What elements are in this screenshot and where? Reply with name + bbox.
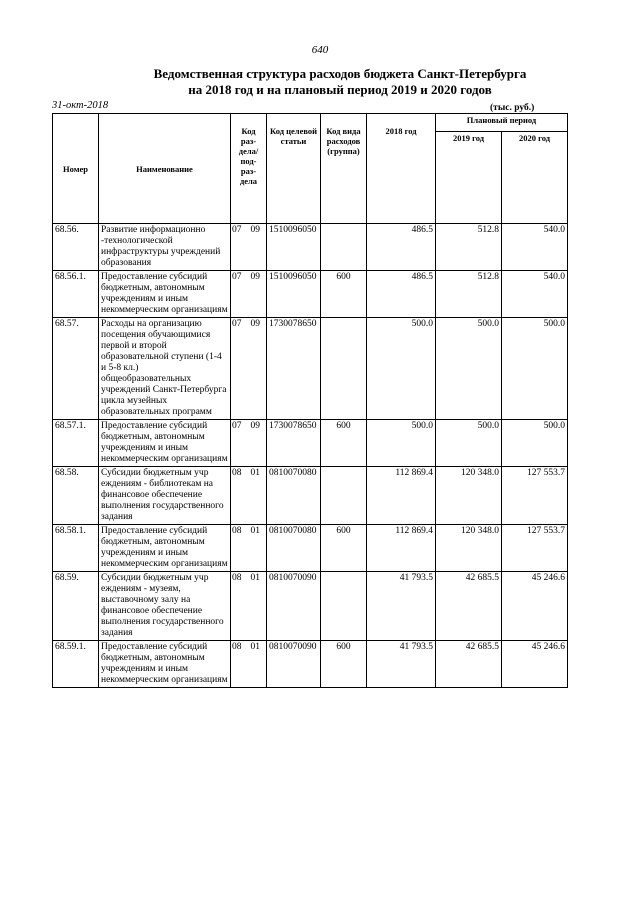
row-name: Предоставление субсидий бюджетным, автономным учреждениям и иным некоммерческим организациям (99, 420, 231, 467)
row-name: Субсидии бюджетным учр еждениям - библиотекам на финансовое обеспечение выполнения государственного задания (99, 467, 231, 525)
header-number: Номер (53, 114, 99, 224)
row-expense-kind: 600 (321, 271, 367, 318)
row-section: 08 (232, 642, 242, 652)
table-row (53, 224, 568, 271)
row-2019: 500.0 (436, 420, 502, 467)
row-subsection: 09 (250, 421, 260, 431)
document-title (60, 66, 620, 98)
row-2018: 500.0 (367, 420, 436, 467)
page-number: 640 (311, 44, 329, 56)
row-target-code: 0810070090 (267, 572, 321, 641)
row-name: Предоставление субсидий бюджетным, автономным учреждениям и иным некоммерческим организациям (99, 641, 231, 688)
row-number: 68.58.1. (53, 525, 99, 572)
table-row (53, 525, 568, 572)
row-name: Предоставление субсидий бюджетным, автономным учреждениям и иным некоммерческим организациям (99, 525, 231, 572)
row-section: 07 (232, 272, 242, 282)
row-2019: 500.0 (436, 318, 502, 420)
row-2018: 112 869.4 (367, 467, 436, 525)
row-2020: 45 246.6 (502, 572, 568, 641)
document-date: 31-окт-2018 (52, 100, 109, 111)
row-2020: 500.0 (502, 420, 568, 467)
title-line-2: на 2018 год и на плановый период 2019 и 2020 годов (188, 82, 492, 97)
row-section-code (231, 525, 267, 572)
row-expense-kind (321, 318, 367, 420)
row-expense-kind: 600 (321, 420, 367, 467)
header-section-code: Код раз-дела/ под-раз-дела (231, 114, 267, 224)
row-section: 08 (232, 573, 242, 583)
row-2019: 512.8 (436, 271, 502, 318)
row-subsection: 09 (250, 225, 260, 235)
row-target-code: 1730078650 (267, 420, 321, 467)
header-2019: 2019 год (436, 132, 502, 224)
row-expense-kind (321, 572, 367, 641)
row-number: 68.58. (53, 467, 99, 525)
row-2018: 486.5 (367, 271, 436, 318)
row-expense-kind (321, 224, 367, 271)
row-name: Предоставление субсидий бюджетным, автономным учреждениям и иным некоммерческим организациям (99, 271, 231, 318)
row-section: 08 (232, 526, 242, 536)
table-row (53, 641, 568, 688)
budget-table (52, 113, 568, 688)
row-target-code: 0810070080 (267, 467, 321, 525)
row-name: Развитие информационно -технологической инфраструктуры учреждений образования (99, 224, 231, 271)
row-2019: 120 348.0 (436, 525, 502, 572)
row-2020: 500.0 (502, 318, 568, 420)
row-expense-kind: 600 (321, 525, 367, 572)
table-row (53, 318, 568, 420)
row-2020: 45 246.6 (502, 641, 568, 688)
row-expense-kind: 600 (321, 641, 367, 688)
row-2019: 512.8 (436, 224, 502, 271)
row-name: Субсидии бюджетным учр еждениям - музеям, выставочному залу на финансовое обеспечение выполнения государственного задания (99, 572, 231, 641)
row-2018: 500.0 (367, 318, 436, 420)
row-section-code (231, 271, 267, 318)
row-section: 07 (232, 421, 242, 431)
row-number: 68.56. (53, 224, 99, 271)
row-number: 68.56.1. (53, 271, 99, 318)
header-2020: 2020 год (502, 132, 568, 224)
row-subsection: 01 (250, 468, 260, 478)
row-section: 08 (232, 468, 242, 478)
row-section: 07 (232, 225, 242, 235)
table-row (53, 572, 568, 641)
row-subsection: 01 (250, 526, 260, 536)
row-subsection: 01 (250, 642, 260, 652)
row-section-code (231, 572, 267, 641)
row-section-code (231, 318, 267, 420)
row-section-code (231, 641, 267, 688)
row-2019: 42 685.5 (436, 572, 502, 641)
row-target-code: 1730078650 (267, 318, 321, 420)
row-name: Расходы на организацию посещения обучающимися первой и второй образовательной ступени (1-4 и 5-8 кл.) общеобразовательных учреждений Санкт-Петербурга цикла музейных образовательных программ (99, 318, 231, 420)
table-row (53, 467, 568, 525)
row-2020: 127 553.7 (502, 525, 568, 572)
row-subsection: 09 (250, 319, 260, 329)
table-row (53, 271, 568, 318)
row-2020: 127 553.7 (502, 467, 568, 525)
row-2018: 112 869.4 (367, 525, 436, 572)
row-2019: 120 348.0 (436, 467, 502, 525)
row-number: 68.57.1. (53, 420, 99, 467)
row-2020: 540.0 (502, 224, 568, 271)
header-planned-period: Плановый период (436, 114, 568, 132)
title-line-1: Ведомственная структура расходов бюджета Санкт-Петербурга (153, 66, 527, 81)
row-2019: 42 685.5 (436, 641, 502, 688)
header-2018: 2018 год (367, 114, 436, 224)
row-section-code (231, 420, 267, 467)
row-section-code (231, 467, 267, 525)
row-target-code: 0810070080 (267, 525, 321, 572)
header-name: Наименование (99, 114, 231, 224)
header-target-code: Код целевой статьи (267, 114, 321, 224)
row-target-code: 1510096050 (267, 271, 321, 318)
table-row (53, 420, 568, 467)
row-number: 68.59. (53, 572, 99, 641)
row-subsection: 01 (250, 573, 260, 583)
units-label: (тыс. руб.) (490, 103, 535, 113)
row-section: 07 (232, 319, 242, 329)
row-target-code: 1510096050 (267, 224, 321, 271)
row-section-code (231, 224, 267, 271)
row-subsection: 09 (250, 272, 260, 282)
header-expense-kind: Код вида расходов (группа) (321, 114, 367, 224)
row-target-code: 0810070090 (267, 641, 321, 688)
row-number: 68.57. (53, 318, 99, 420)
row-expense-kind (321, 467, 367, 525)
row-number: 68.59.1. (53, 641, 99, 688)
row-2018: 41 793.5 (367, 641, 436, 688)
row-2020: 540.0 (502, 271, 568, 318)
row-2018: 486.5 (367, 224, 436, 271)
row-2018: 41 793.5 (367, 572, 436, 641)
